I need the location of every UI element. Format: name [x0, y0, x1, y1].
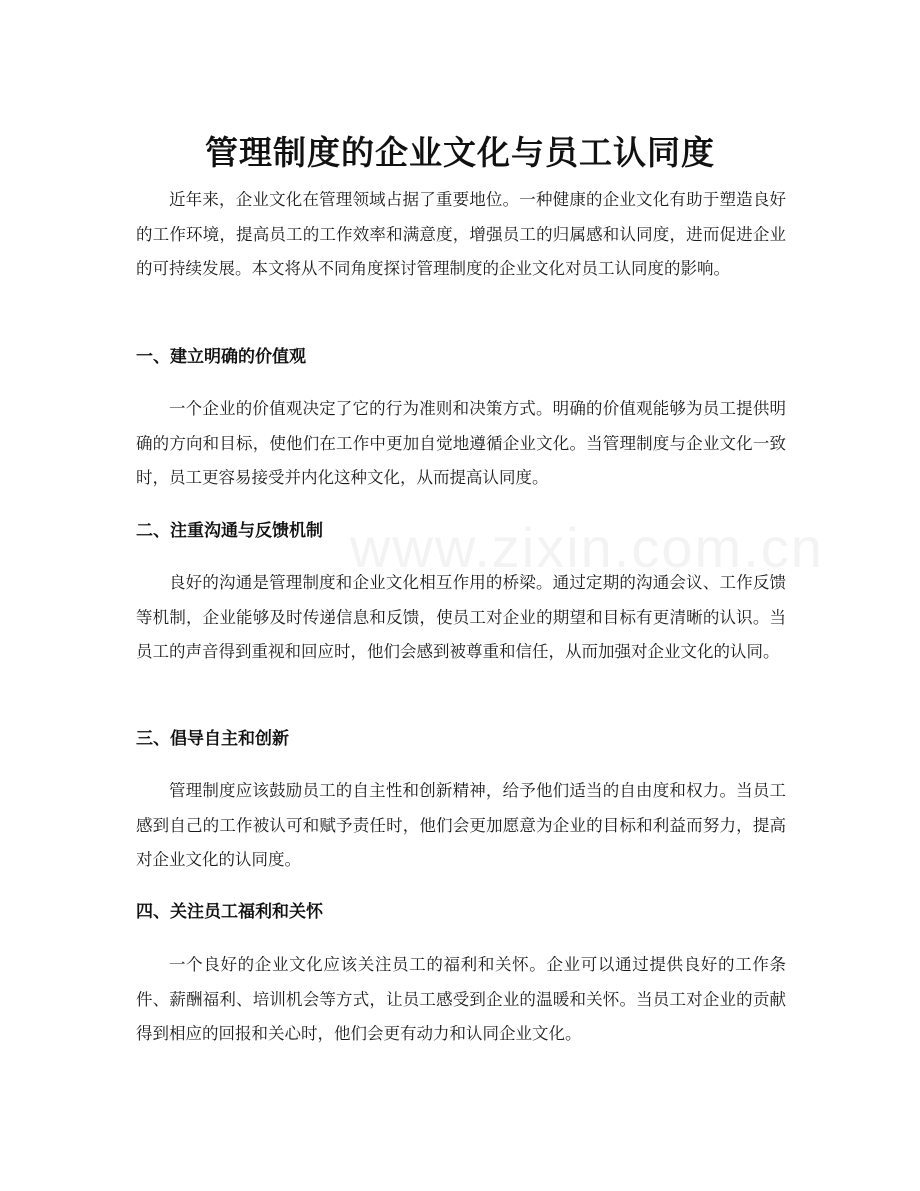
- section-4-body: 一个良好的企业文化应该关注员工的福利和关怀。企业可以通过提供良好的工作条件、薪酬福利、培训机会等方式，让员工感受到企业的温暖和关怀。当员工对企业的贡献得到相应的回报和关心时，他们会更有动力和认同企业文化。: [136, 955, 786, 1043]
- section-2-heading: 二、注重沟通与反馈机制: [136, 521, 323, 541]
- watermark-text: www.zixin.com.cn: [350, 516, 824, 579]
- section-3-heading: 三、倡导自主和创新: [136, 729, 289, 749]
- section-1-heading: 一、建立明确的价值观: [136, 347, 306, 367]
- section-3-body: 管理制度应该鼓励员工的自主性和创新精神，给予他们适当的自由度和权力。当员工感到自己的工作被认可和赋予责任时，他们会更加愿意为企业的目标和利益而努力，提高对企业文化的认同度。: [136, 781, 786, 869]
- section-4-heading: 四、关注员工福利和关怀: [136, 902, 323, 922]
- section-1-body: 一个企业的价值观决定了它的行为准则和决策方式。明确的价值观能够为员工提供明确的方向和目标，使他们在工作中更加自觉地遵循企业文化。当管理制度与企业文化一致时，员工更容易接受并内化这种文化，从而提高认同度。: [136, 399, 786, 487]
- section-2-body: 良好的沟通是管理制度和企业文化相互作用的桥梁。通过定期的沟通会议、工作反馈等机制，企业能够及时传递信息和反馈，使员工对企业的期望和目标有更清晰的认识。当员工的声音得到重视和回应时，他们会感到被尊重和信任，从而加强对企业文化的认同。: [136, 573, 786, 661]
- intro-paragraph: 近年来，企业文化在管理领域占据了重要地位。一种健康的企业文化有助于塑造良好的工作环境，提高员工的工作效率和满意度，增强员工的归属感和认同度，进而促进企业的可持续发展。本文将从不同角度探讨管理制度的企业文化对员工认同度的影响。: [136, 190, 786, 278]
- page-title: 管理制度的企业文化与员工认同度: [205, 133, 715, 173]
